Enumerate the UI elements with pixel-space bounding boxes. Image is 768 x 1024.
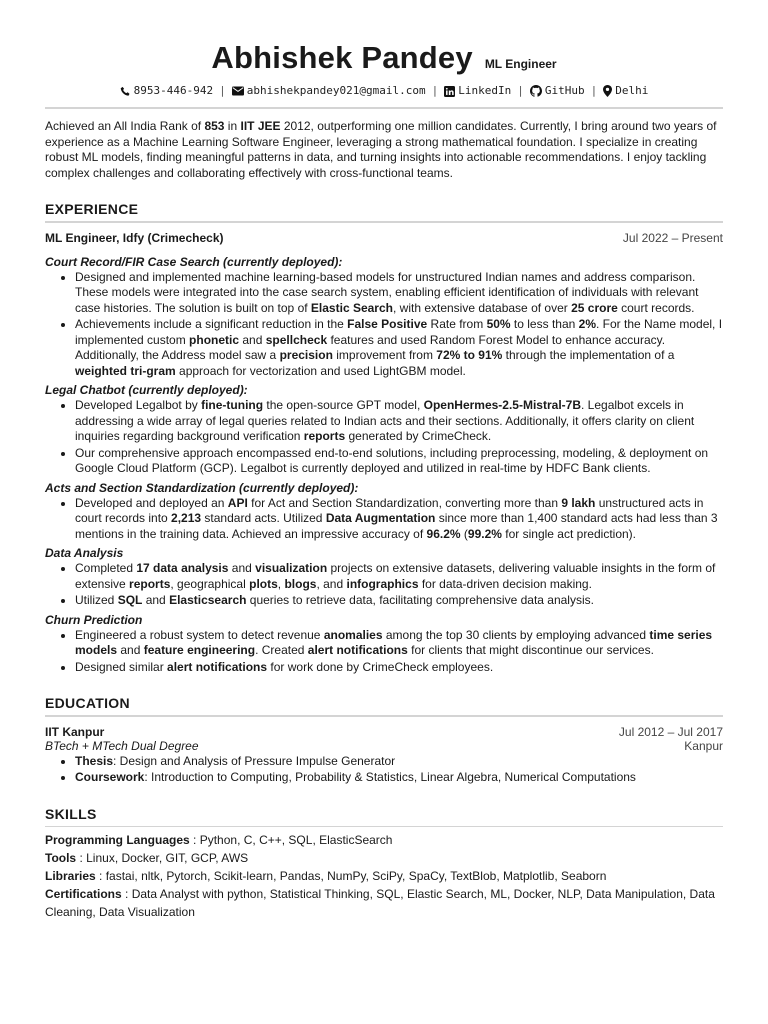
emphasis-text: SQL [117,593,143,607]
text-run: projects on extensive datasets, delivering valuable insights in the form of extensive [75,561,716,591]
text-run: and [117,643,144,657]
emphasis-text: 96.2% [426,526,461,541]
section-heading-education: EDUCATION [45,695,130,711]
text-run: generated by CrimeCheck. [345,429,492,443]
text-run: Designed and implemented machine learning-based models for unstructured Indian names and address comparison. These models were integrated into the case search system, enabling efficient identification of individuals with relevant case histories. The solution is built on top of [75,269,699,315]
emphasis-text: alert notifications [167,659,268,674]
project-bullets [45,561,723,609]
text-run: for clients that might discontinue our services. [407,643,654,657]
emphasis-text: infographics [346,576,419,591]
text-run: Developed Legalbot by [75,398,202,412]
skills-list [45,831,723,921]
education-location: Kanpur [684,738,723,753]
section-divider [45,715,723,717]
email-address: abhishekpandey021@gmail.com [246,84,426,97]
emphasis-text: blogs [284,576,317,591]
emphasis-text: weighted tri-gram [75,363,176,378]
emphasis-text: feature engineering [143,643,256,657]
linkedin-icon [444,86,455,97]
email-icon [232,86,244,96]
emphasis-text: 853 [204,119,225,133]
education-bullets [45,754,723,786]
text-run: , geographical [170,576,250,591]
bullet-item [75,317,723,379]
job-date: Jul 2022 – Present [622,230,723,245]
text-run: to less than [510,317,579,331]
bullet-item [75,270,723,317]
skill-separator: : [189,833,200,847]
project-title: Churn Prediction [45,612,143,627]
text-run: unstructured acts in court records into [75,495,704,525]
emphasis-text: fine-tuning [201,398,264,412]
text-run: , with extensive database of over [392,300,572,315]
skill-value: Python, C, C++, SQL, ElasticSearch [199,833,393,847]
emphasis-text: precision [279,348,333,362]
header-divider [45,107,723,109]
emphasis-text: 2,213 [171,511,202,525]
skill-label: Tools [45,851,77,865]
job-title: ML Engineer, Idfy (Crimecheck) [45,230,224,245]
emphasis-text: anomalies [323,627,383,642]
contact-github[interactable] [530,84,585,97]
section-divider [45,826,723,828]
separator: | [517,84,524,97]
github-link: GitHub [544,84,585,97]
text-run: Completed [75,561,137,575]
bullet-item [75,496,723,543]
emphasis-text: plots [249,576,278,591]
text-run: through the implementation of a [502,348,675,362]
education-header [45,725,723,739]
contact-phone[interactable] [120,84,213,97]
project-title: Acts and Section Standardization (currently deployed): [45,480,359,495]
github-icon [530,85,542,97]
skill-label: Certifications [45,887,122,901]
text-run: queries to retrieve data, facilitating comprehensive data analysis. [246,593,594,607]
text-run: and [239,332,266,347]
skill-row [45,849,723,867]
skill-row [45,831,723,849]
emphasis-text: 72% to 91% [436,348,503,362]
emphasis-text: 9 lakh [561,495,596,510]
degree: BTech + MTech Dual Degree [45,738,199,753]
bullet-item [75,446,723,477]
text-run: features and used Random Forest Model to enhance accuracy. Additionally, the Address model saw a [75,332,666,362]
text-run: and [228,561,256,575]
text-run: Designed similar [75,659,168,674]
text-run: Rate from [427,317,487,331]
skill-row [45,885,723,921]
text-run: since more than 1,400 standard acts had less than 3 mentions in the training data. Achieved an impressive accuracy of [75,511,718,541]
emphasis-text: 99.2% [467,526,502,541]
experience-section [45,201,723,675]
bullet-item [75,754,723,770]
emphasis-text: 50% [486,317,511,331]
skill-separator: : [121,887,132,901]
skills-section [45,806,723,922]
candidate-role: ML Engineer [484,57,557,71]
emphasis-text: IIT JEE [240,119,281,133]
location-text: Delhi [615,84,649,97]
emphasis-text: spellcheck [265,332,328,347]
text-run: court records. [617,300,695,315]
emphasis-text: 17 data analysis [136,561,229,575]
text-run: ( [460,526,468,541]
project-title: Court Record/FIR Case Search (currently deployed): [45,254,343,269]
name-row [45,40,723,76]
job-header [45,231,723,245]
emphasis-text: API [227,495,248,510]
text-run: the open-source GPT model, [263,398,424,412]
project-title: Data Analysis [45,546,124,560]
emphasis-text: reports [303,429,346,443]
text-run: Achievements include a significant reduction in the [75,317,348,331]
text-run: Utilized [75,593,118,607]
text-run: Achieved an All India Rank of [45,119,205,133]
separator: | [590,84,598,97]
contact-line [45,84,723,97]
separator: | [219,84,226,97]
text-run: for work done by CrimeCheck employees. [267,659,494,674]
skill-separator: : [76,851,87,865]
skill-value: Linux, Docker, GIT, GCP, AWS [86,851,249,865]
emphasis-text: alert notifications [307,643,408,657]
emphasis-text: reports [129,576,171,591]
text-run: . Created [255,643,308,657]
project-list [45,255,723,676]
education-section [45,695,723,786]
skill-label: Programming Languages [45,833,190,847]
text-run: Our comprehensive approach encompassed end-to-end solutions, including preprocessing, modeling, & deployment on Google Cloud Platform (GCP). Legalbot is currently deployed and utilized in real-time by HDFC Bank clients. [75,445,709,475]
bullet-item [75,628,723,659]
contact-linkedin[interactable] [444,84,511,97]
contact-email[interactable] [232,84,426,97]
text-run: . For the Name model, I implemented custom [75,317,723,347]
location-icon [603,85,612,97]
text-run: among the top 30 clients by employing advanced [382,627,650,642]
emphasis-text: Elasticsearch [169,593,247,607]
skill-row [45,867,723,885]
emphasis-text: Coursework [75,770,145,784]
linkedin-link: LinkedIn [458,84,512,97]
phone-number: 8953-446-942 [133,84,214,97]
emphasis-text: phonetic [189,332,240,347]
text-run: and [142,593,170,607]
emphasis-text: OpenHermes-2.5-Mistral-7B [423,398,581,412]
project-bullets [45,270,723,380]
emphasis-text: Elastic Search [310,300,393,315]
text-run: 2012, outperforming one million candidates. Currently, I bring around two years of experience as a Machine Learning Software Engineer, leveraging a strong mathematical foundation. I specialize in creating robust ML models, finding meaningful patterns in data, and turning insights into actionable recommendations. I enjoy tackling complex challenges and collaborating effectively with cross-functional teams. [45,119,717,180]
contact-location [603,84,648,97]
text-run: Developed and deployed an [75,495,228,510]
project-bullets [45,398,723,477]
skill-separator: : [95,869,106,883]
text-run: for Act and Section Standardization, converting more than [247,495,562,510]
emphasis-text: 25 crore [571,300,618,315]
emphasis-text: visualization [255,561,328,575]
bullet-item [75,398,723,445]
phone-icon [120,86,131,97]
text-run: for data-driven decision making. [418,576,592,591]
bullet-item [75,660,723,676]
candidate-name: Abhishek Pandey [211,40,473,75]
section-heading-skills: SKILLS [45,805,97,822]
section-heading-experience: EXPERIENCE [45,201,139,217]
text-run: . Legalbot excels in addressing a wide array of legal queries related to Indian acts and their sections. Additionally, it offers clarity on client inquiries regarding background verification [75,398,695,443]
text-run: : Design and Analysis of Pressure Impulse Generator [113,753,396,768]
section-divider [45,221,723,223]
skill-value: Data Analyst with python, Statistical Thinking, SQL, Elastic Search, ML, Docker, NLP, Data Manipulation, Data Cleaning, Data Visualization [45,887,715,919]
bullet-item [75,561,723,592]
text-run: , [277,576,285,591]
text-run: improvement from [332,348,437,362]
skill-value: fastai, nltk, Pytorch, Scikit-learn, Pandas, NumPy, SciPy, SpaCy, TextBlob, Matplotlib, Seaborn [105,869,607,883]
bullet-item [75,770,723,786]
text-run: in [224,119,241,133]
bullet-item [75,593,723,609]
text-run: : Introduction to Computing, Probability & Statistics, Linear Algebra, Numerical Computations [144,770,636,784]
project-bullets [45,496,723,543]
resume-header [45,0,723,109]
separator: | [431,84,439,97]
skill-label: Libraries [45,869,96,883]
emphasis-text: 2% [578,317,596,331]
text-run: for single act prediction). [501,526,636,541]
emphasis-text: False Positive [347,317,428,331]
text-run: standard acts. Utilized [201,511,326,525]
school-name: IIT Kanpur [45,724,105,739]
project-bullets [45,628,723,676]
project-title: Legal Chatbot (currently deployed): [45,383,248,397]
emphasis-text: time series models [75,627,713,657]
text-run: approach for vectorization and used LightGBM model. [175,363,466,378]
text-run: , and [316,576,347,591]
text-run: Engineered a robust system to detect revenue [75,627,324,642]
education-subheader [45,739,723,753]
emphasis-text: Thesis [75,753,114,768]
education-date: Jul 2012 – Jul 2017 [618,724,723,739]
emphasis-text: Data Augmentation [325,511,436,525]
summary-paragraph [45,119,723,181]
